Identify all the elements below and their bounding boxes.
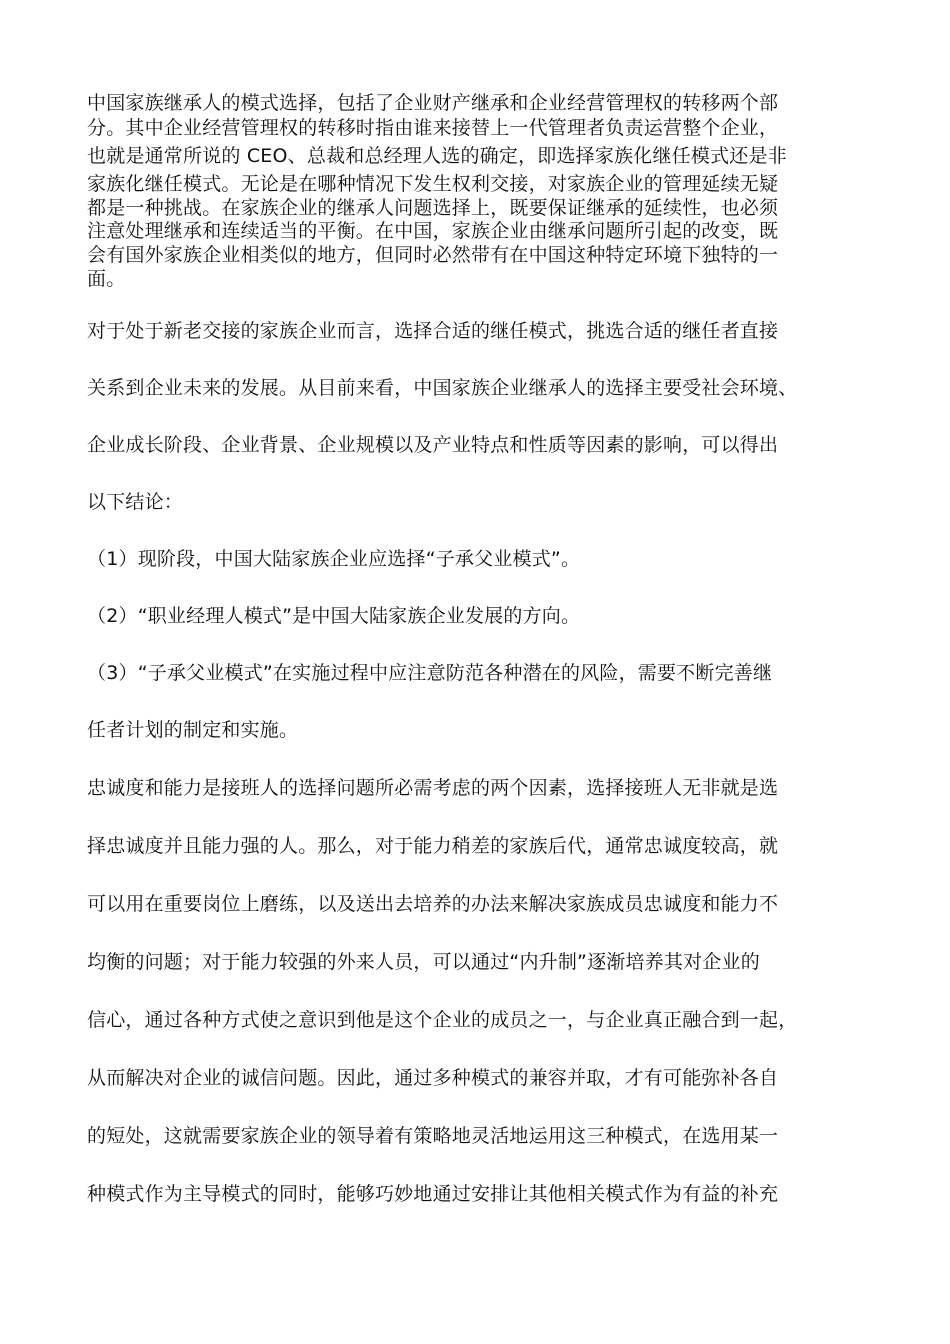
- conclusion-item: （3）“子承父业模式”在实施过程中应注意防范各种潜在的风险，需要不断完善继: [87, 662, 773, 684]
- paragraph-1-line: 分。其中企业经营管理权的转移时指由谁来接替上一代管理者负责运营整个企业，: [87, 117, 779, 139]
- paragraph-1-line: 会有国外家族企业相类似的地方，但同时必然带有在中国这种特定环境下独特的一: [87, 244, 779, 266]
- conclusion-item: （2）“职业经理人模式”是中国大陆家族企业发展的方向。: [87, 605, 581, 627]
- paragraph-3-line: 种模式作为主导模式的同时，能够巧妙地通过安排让其他相关模式作为有益的补充: [87, 1183, 779, 1205]
- paragraph-1-line: 都是一种挑战。在家族企业的继承人问题选择上，既要保证继承的延续性，也必须: [87, 197, 779, 219]
- paragraph-3-line: 信心，通过各种方式使之意识到他是这个企业的成员之一，与企业真正融合到一起，: [87, 1009, 798, 1031]
- paragraph-2-line: 企业成长阶段、企业背景、企业规模以及产业特点和性质等因素的影响，可以得出: [87, 434, 779, 456]
- paragraph-3-line: 均衡的问题；对于能力较强的外来人员，可以通过“内升制”逐渐培养其对企业的: [87, 951, 760, 973]
- paragraph-1-line: 面。: [87, 268, 126, 290]
- paragraph-3-line: 的短处，这就需要家族企业的领导着有策略地灵活地运用这三种模式，在选用某一: [87, 1125, 779, 1147]
- paragraph-1-line: 家族化继任模式。无论是在哪种情况下发生权利交接，对家族企业的管理延续无疑: [87, 173, 779, 195]
- paragraph-1-line: 也就是通常所说的 CEO、总裁和总经理人选的确定，即选择家族化继任模式还是非: [87, 145, 787, 167]
- paragraph-1-line: 注意处理继承和连续适当的平衡。在中国，家族企业由继承问题所引起的改变，既: [87, 220, 779, 242]
- paragraph-3-line: 从而解决对企业的诚信问题。因此，通过多种模式的兼容并取，才有可能弥补各自: [87, 1067, 779, 1089]
- paragraph-3-line: 择忠诚度并且能力强的人。那么，对于能力稍差的家族后代，通常忠诚度较高，就: [87, 835, 779, 857]
- paragraph-2-line: 以下结论：: [87, 491, 184, 513]
- conclusion-item: 任者计划的制定和实施。: [87, 719, 299, 741]
- paragraph-2-line: 关系到企业未来的发展。从目前来看，中国家族企业继承人的选择主要受社会环境、: [87, 377, 798, 399]
- paragraph-3-line: 忠诚度和能力是接班人的选择问题所必需考虑的两个因素，选择接班人无非就是选: [87, 777, 779, 799]
- paragraph-1-line: 中国家族继承人的模式选择，包括了企业财产继承和企业经营管理权的转移两个部: [87, 92, 779, 114]
- paragraph-2-line: 对于处于新老交接的家族企业而言，选择合适的继任模式，挑选合适的继任者直接: [87, 320, 779, 342]
- paragraph-3-line: 可以用在重要岗位上磨练，以及送出去培养的办法来解决家族成员忠诚度和能力不: [87, 893, 779, 915]
- conclusion-item: （1）现阶段，中国大陆家族企业应选择“子承父业模式”。: [87, 548, 581, 570]
